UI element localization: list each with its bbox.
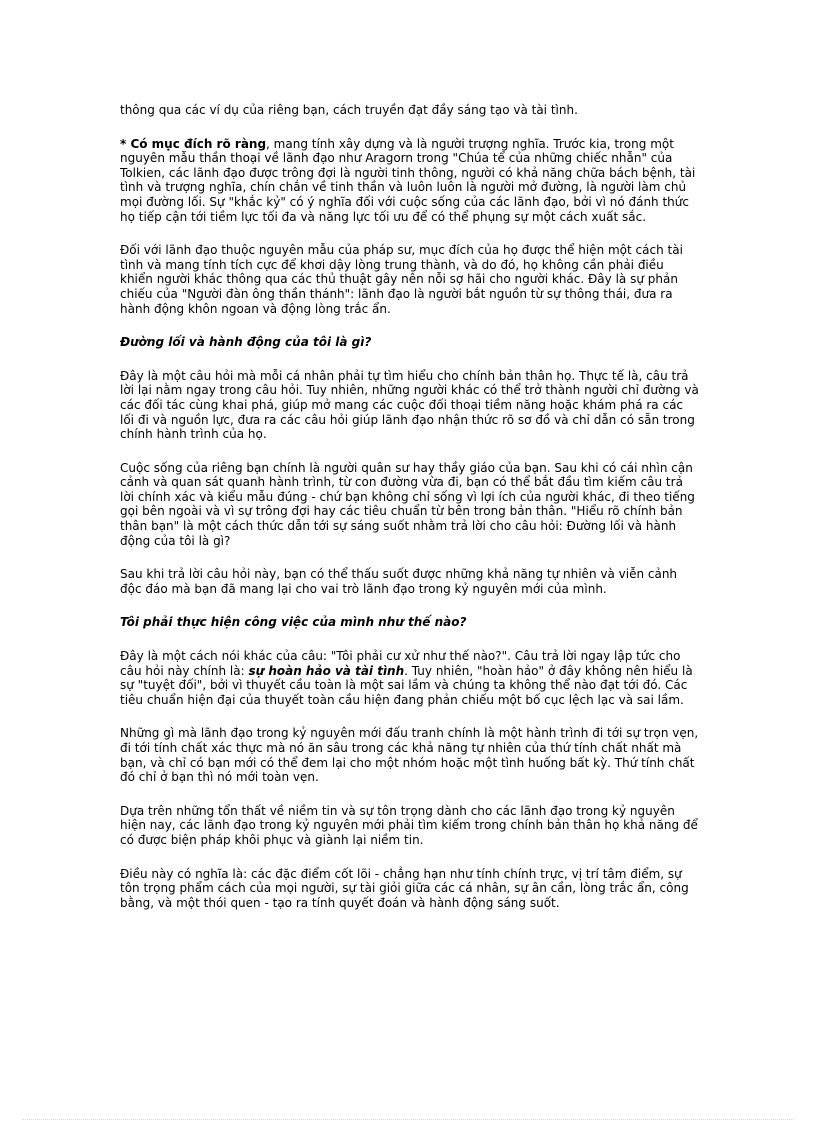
paragraph-intro: thông qua các ví dụ của riêng bạn, cách truyền đạt đầy sáng tạo và tài tình. (120, 103, 578, 117)
heading-path-and-action: Đường lối và hành động của tôi là gì? (120, 335, 372, 350)
behave-text-a: Đây là một cách nói khác của câu: "Tôi phải cư xử như thế nào?". Câu trả lời ngay lập tức cho câu hỏi này chính là: (120, 649, 681, 678)
purpose-text: , mang tính xây dựng và là người trượng nghĩa. Trước kia, trong một nguyên mẫu thần thoại về lãnh đạo như Aragorn trong "Chúa tể của những chiếc nhẫn" của Tolkien, các lãnh đạo được trông đợi là người tinh thông, người có khả năng chữa bách bệnh, tài tình và trượng nghĩa, chín chắn về tinh thần và luôn luôn là người mở đường, là người làm chủ mọi đường lối. Sự "khắc kỷ" có ý nghĩa đối với cuộc sống của các lãnh đạo, bởi vì nó đánh thức họ tiếp cận tới tiềm lực tối đa và năng lực tối ưu để có thể phụng sự một cách xuất sắc. (120, 136, 696, 224)
paragraph-behave (120, 649, 700, 707)
heading-how-to-work: Tôi phải thực hiện công việc của mình như thế nào? (120, 615, 467, 630)
paragraph-answer: Sau khi trả lời câu hỏi này, bạn có thể thấu suốt được những khả năng tự nhiên và viễn cảnh độc đáo mà bạn đã mang lại cho vai trò lãnh đạo trong kỷ nguyên mới của mình. (120, 567, 678, 596)
behave-text-b: . Tuy nhiên, "hoàn hảo" ở đây không nên hiểu là sự "tuyệt đối", bởi vì thuyết cầu toàn là một sai lầm và chúng ta không thể nào đạt tới đó. Các tiêu chuẩn hiện đại của thuyết toàn cầu hiện đang phản chiếu một bố cục lệch lạc và sai lầm. (120, 663, 693, 707)
behave-emphasis: sự hoàn hảo và tài tình (248, 663, 405, 678)
paragraph-question: Đây là một câu hỏi mà mỗi cá nhân phải tự tìm hiểu cho chính bản thân họ. Thực tế là, câu trả lời lại nằm ngay trong câu hỏi. Tuy nhiên, những người khác có thể trở thành người chỉ đường và các đối tác cùng khai phá, giúp mở mang các cuộc đối thoại tiềm năng hoặc khám phá ra các lối đi và nguồn lực, đưa ra các câu hỏi giúp lãnh đạo nhận thức rõ sơ đồ và chỉ dẫn có sẵn trong chính hành trình của họ. (120, 368, 699, 442)
paragraph-life-mentor: Cuộc sống của riêng bạn chính là người quân sư hay thầy giáo của bạn. Sau khi có cái nhìn cận cảnh và quan sát quanh hành trình, từ con đường vừa đi, bạn có thể bắt đầu tìm kiếm câu trả lời chính xác và kiểu mẫu đúng - chứ bạn không chỉ sống vì lợi ích của người khác, đi theo tiếng gọi bên ngoài và vì sự trông đợi hay các tiêu chuẩn từ bên trong bản thân. "Hiểu rõ chính bản thân bạn" là một cách thức dẫn tới sự sáng suốt nhằm trả lời cho câu hỏi: Đường lối và hành động của tôi là gì? (120, 460, 695, 548)
paragraph-core-traits: Điều này có nghĩa là: các đặc điểm cốt lõi - chẳng hạn như tính chính trực, vị trí tâm điểm, sự tôn trọng phẩm cách của mọi người, sự tài giỏi giữa các cá nhân, sự ân cần, lòng trắc ẩn, công bằng, và một thói quen - tạo ra tính quyết đoán và hành động sáng suốt. (120, 866, 689, 910)
paragraph-purpose (120, 137, 700, 225)
purpose-lead: * Có mục đích rõ ràng (120, 136, 267, 151)
paragraph-wholeness: Những gì mà lãnh đạo trong kỷ nguyên mới đấu tranh chính là một hành trình đi tới sự trọn vẹn, đi tới tính chất xác thực mà nó ăn sâu trong các khả năng tự nhiên của thứ tính chất nhất mà bạn, và chỉ có bạn mới có thể đem lại cho một nhóm hoặc một tình huống bất kỳ. Thứ tính chất đó chỉ ở bạn thì nó mới toàn vẹn. (120, 726, 699, 785)
page-bottom-divider (22, 1119, 794, 1120)
paragraph-trust: Dựa trên những tổn thất về niềm tin và sự tôn trọng dành cho các lãnh đạo trong kỷ nguyên hiện nay, các lãnh đạo trong kỷ nguyên mới phải tìm kiếm trong chính bản thân họ khả năng để có được biện pháp khôi phục và giành lại niềm tin. (120, 803, 698, 847)
paragraph-wizard: Đối với lãnh đạo thuộc nguyên mẫu của pháp sư, mục đích của họ được thể hiện một cách tài tình và mang tính tích cực để khơi dậy lòng trung thành, và do đó, họ không cần phải điều khiển người khác thông qua các thủ thuật gây nên nỗi sợ hãi cho người khác. Đây là sự phản chiếu của "Người đàn ông thần thánh": lãnh đạo là người bắt nguồn từ sự thông thái, đưa ra hành động khôn ngoan và động lòng trắc ẩn. (120, 243, 683, 316)
document-body (120, 103, 700, 929)
